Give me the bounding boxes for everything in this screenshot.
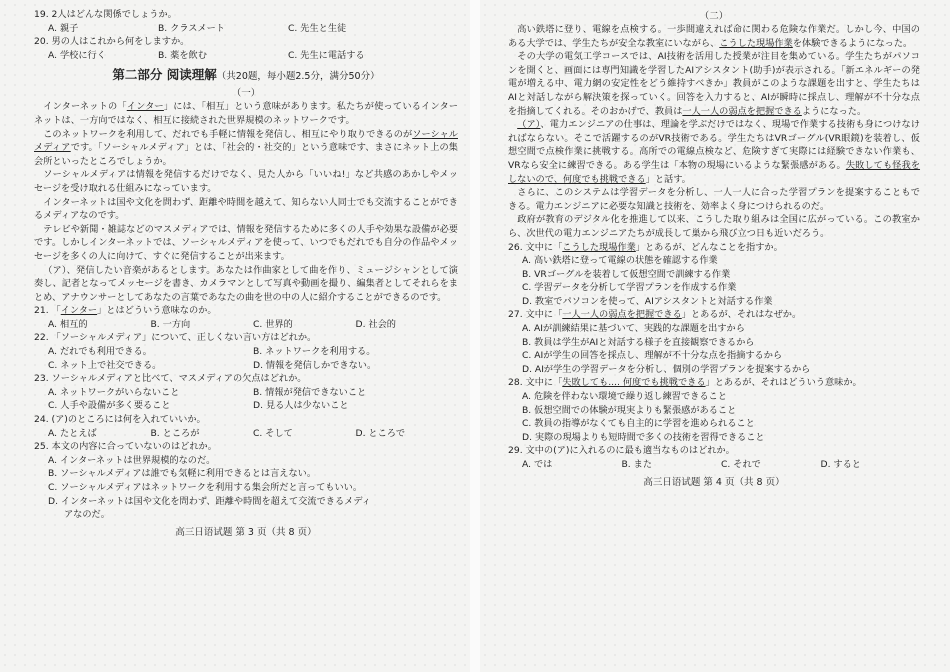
option-a: A. では	[522, 459, 553, 470]
question-22-options-cd	[34, 359, 458, 373]
text: 高い鉄塔に登り、電線を点検する。一歩間違えれば命に関わる危険な作業だ。しかし今、中国のある大学では、学生たちが安全な教室にいながら、	[508, 24, 920, 49]
option-d: D. 情報を発信しかできない。	[253, 359, 377, 371]
page-gutter	[470, 0, 480, 672]
passage-paragraph: ソーシャルメディアは情報を発信するだけでなく、見た人から「いいね!」など共感のあかしやメッセージを受け取れる仕組みになっています。	[34, 169, 458, 194]
passage-paragraph	[34, 100, 458, 127]
option-c: C. 教員の指導がなくても自主的に学習を進められること	[522, 418, 755, 430]
text: 」とあるが、それはどういう意味か。	[705, 377, 862, 389]
option-c: C. 先生と生徒	[288, 22, 347, 34]
passage-paragraph: 政府が教育のデジタル化を推進して以来、こうした取り組みは全国に広がっている。この教室から、次世代の電力エンジニアたちが成長して巣から飛び立つ日も近いだろう。	[508, 214, 920, 239]
option-b: B. クラスメート	[158, 22, 225, 34]
text: 」とあるが、それはなぜか。	[681, 309, 802, 321]
option-c: C. 先生に電話する	[288, 49, 365, 61]
option-b: B. 仮想空間での体験が現実よりも緊張感があること	[522, 404, 737, 416]
passage-paragraph	[508, 50, 920, 118]
text: 」とあるが、どんなことを指すか。	[635, 241, 783, 253]
option-a: A. インターネットは世界規模的なのだ。	[48, 454, 216, 466]
text: 26. 文中に「	[508, 241, 563, 253]
passage-number: （一）	[231, 88, 261, 100]
option-b: B. 情報が発信できないこと	[253, 386, 367, 398]
option-d: D. 実際の現場よりも短時間で多くの技術を習得できること	[522, 431, 765, 443]
section-title	[34, 66, 458, 86]
question-23: 23. ソーシャルメディアと比べて、マスメディアの欠点はどれか。	[34, 373, 307, 385]
underlined-term: インター	[60, 305, 98, 317]
option-a: A. ネットワークがいらないこと	[48, 386, 180, 398]
underlined-term: こうした現場作業	[719, 37, 793, 49]
section-title-text: 第二部分 阅读理解	[112, 67, 217, 83]
option-c: C. ソーシャルメディアはネットワークを利用する集会所だと言ってもいい。	[48, 482, 363, 493]
question-22-options-ab	[34, 345, 458, 359]
option-a: A. 学校に行く	[48, 49, 106, 61]
underlined-term: 一人一人の弱点を把握できる	[682, 105, 802, 117]
option-b: B. 一方向	[150, 318, 191, 330]
text: を体験できるようになった。	[792, 37, 913, 49]
question-22: 22. 「ソーシャルメディア」について、正しくない言い方はどれか。	[34, 332, 317, 344]
underlined-term: 失敗しても.... 何度でも挑戦できる	[562, 377, 706, 389]
question-21	[34, 304, 458, 318]
text: 、電力エンジニアの仕事は、理論を学ぶだけではなく、現場で作業する技術も身につけなければならない。そこで活躍するのがVR技術である。学生たちはVRゴーグル(VR眼鏡)を装着し、仮想空間で点検作業に挑戦する。高所での電線点検など、危険すぎて実際には経験できない作業も、VRなら安全に練習できる。ある学生は「本物の現場にいるような緊張感がある。	[508, 119, 920, 171]
option-b: B. 薬を飲む	[158, 49, 207, 61]
underlined-term: 一人一人の弱点を把握できる	[562, 309, 682, 321]
text: 」と話す。	[645, 173, 691, 185]
text: このネットワークを利用して、だれでも手軽に情報を発信し、相互にやり取りできるのが	[43, 128, 413, 140]
option-c: C. そして	[253, 427, 293, 439]
option-d: D. ところで	[355, 427, 406, 439]
page-footer: 高三日语试题 第 4 页（共 8 页）	[643, 476, 785, 488]
left-page	[0, 0, 468, 672]
question-20: 20. 男の人はこれから何をしますか。	[34, 36, 190, 48]
text: です。「ソーシャルメディア」とは、「社会的・社交的」という意味です、まさにネット上の集会所といったところでしょうか。	[34, 142, 458, 167]
question-26	[508, 241, 920, 255]
option-d: D. インターネットは国や文化を問わず、距離や時間を超えて交流できるメディ	[48, 495, 371, 507]
option-d: D. すると	[820, 459, 861, 470]
text: 27. 文中に「	[508, 309, 563, 321]
question-27	[508, 308, 920, 322]
underlined-term: ソーシャルメディア	[34, 128, 458, 154]
section-note: （共20题，每小题2.5分，满分50分）	[216, 71, 380, 83]
passage-paragraph	[508, 118, 920, 186]
option-c: C. 世界的	[253, 318, 293, 330]
question-28	[508, 376, 920, 390]
option-c: C. 人手や設備が多く要ること	[48, 400, 171, 412]
passage-paragraph: （ア）、発信したい音楽があるとします。あなたは作曲家として曲を作り、ミュージシャンとして演奏し、記者となってメッセージを書き、カメラマンとして写真や動画を撮り、編集者としてそれらをまとめ、アナウンサーとしてあなたの言葉であなたの曲を世の中の人に紹介することができるのです。	[34, 264, 458, 303]
passage-paragraph: さらに、このシステムは学習データを分析し、一人一人に合った学習プランを提案することもできる。電力エンジニアに必要な知識と技術を、効率よく身につけられるのだ。	[508, 187, 920, 212]
text: ようになった。	[801, 105, 867, 117]
option-a: A. たとえば	[48, 427, 97, 439]
option-d-continued: アなのだ。	[64, 509, 110, 521]
text: 21. 「	[34, 305, 61, 317]
option-b: B. ところが	[150, 427, 200, 439]
text: 28. 文中に「	[508, 377, 563, 389]
option-a: A. AIが訓練結果に基づいて、実践的な課題を出すから	[522, 323, 745, 335]
option-d: D. AIが学生の学習データを分析し、個別の学習プランを提案するから	[522, 363, 811, 375]
text: インターネットの「	[43, 101, 127, 113]
question-24-options	[34, 427, 458, 441]
passage-number: （二）	[699, 11, 729, 22]
text: 」には、「相互」という意味があります。私たちが使っているインターネットは、一方向ではなく、相互に接続された世界規模のネットワークです。	[34, 101, 459, 126]
passage-paragraph: テレビや新聞・雑誌などのマスメディアでは、情報を発信するために多くの人手や効果な設備が必要です。しかしインターネットでは、ソーシャルメディアを使って、いつでもだれでも自分の作品やメッセージを多くの人に向けて、すぐに発信することが出来ます。	[34, 223, 458, 262]
question-29: 29. 文中の(ア)に入れるのに最も適当なものはどれか。	[508, 445, 735, 457]
option-a: A. 相互的	[48, 318, 88, 330]
underlined-term: インター	[126, 101, 164, 113]
question-23-options-ab	[34, 386, 458, 400]
question-25: 25. 本文の内容に合っていないのはどれか。	[34, 441, 217, 453]
text: その大学の電気工学コースでは、AI技術を活用した授業が注目を集めている。学生たちがパソコンを開くと、画面には専門知識を学習したAIアシスタント(助手)が表示される。「新エネルギーの発電が増える中、電力網の安定性をどう維持すべきか」教員がこのような課題を出すと、学生たちはAIと対話しながら解決策を探っていく。回答を入力すると、AIが瞬時に採点し、理解が不十分な点を指摘してくれる。そのおかげで、教員は	[508, 51, 920, 117]
option-a: A. 危険を伴わない環境で繰り返し練習できること	[522, 391, 727, 403]
option-d: D. 社会的	[355, 318, 396, 330]
option-a: A. だれでも利用できる。	[48, 346, 152, 358]
question-29-options	[508, 458, 920, 472]
question-23-options-cd	[34, 399, 458, 413]
option-b: B. また	[621, 459, 653, 470]
passage-paragraph	[508, 23, 920, 50]
question-19-options	[34, 22, 458, 36]
option-b: B. ネットワークを利用する。	[253, 346, 376, 358]
option-c: C. ネット上で社交できる。	[48, 359, 162, 371]
page-footer: 高三日语试题 第 3 页（共 8 页）	[175, 526, 317, 538]
option-d: D. 見る人は少ないこと	[253, 400, 349, 412]
blank-marker: （ア）	[517, 119, 541, 131]
option-c: C. AIが学生の回答を採点し、理解が不十分な点を指摘するから	[522, 350, 783, 362]
option-a: A. 高い鉄塔に登って電線の状態を確認する作業	[522, 255, 718, 267]
question-20-options	[34, 49, 458, 63]
option-c: C. 学習データを分析して学習プランを作成する作業	[522, 282, 737, 294]
right-page	[482, 0, 950, 672]
option-b: B. ソーシャルメディアは誰でも気軽に利用できるとは言えない。	[48, 468, 317, 480]
underlined-term: こうした現場作業	[562, 241, 636, 253]
passage-paragraph: インターネットは国や文化を問わず、距離や時間を越えて、知らない人同士でも交流することができるメディアなのです。	[34, 196, 458, 222]
option-b: B. VRゴーグルを装着して仮想空間で訓練する作業	[522, 268, 731, 280]
question-24: 24. (ア)のところには何を入れていいか。	[34, 414, 206, 426]
underlined-term: 失敗しても怪我をしないので、何度でも挑戦できる	[508, 159, 921, 185]
option-d: D. 教室でパソコンを使って、AIアシスタントと対話する作業	[522, 295, 773, 307]
option-a: A. 親子	[48, 22, 79, 34]
question-19: 19. 2人はどんな関係でしょうか。	[34, 9, 177, 20]
option-b: B. 教員は学生がAIと対話する様子を直接観察できるから	[522, 336, 755, 348]
option-c: C. それで	[721, 459, 761, 470]
question-21-options	[34, 318, 458, 332]
passage-paragraph	[34, 128, 458, 169]
text: 」とはどういう意味なのか。	[97, 305, 217, 317]
